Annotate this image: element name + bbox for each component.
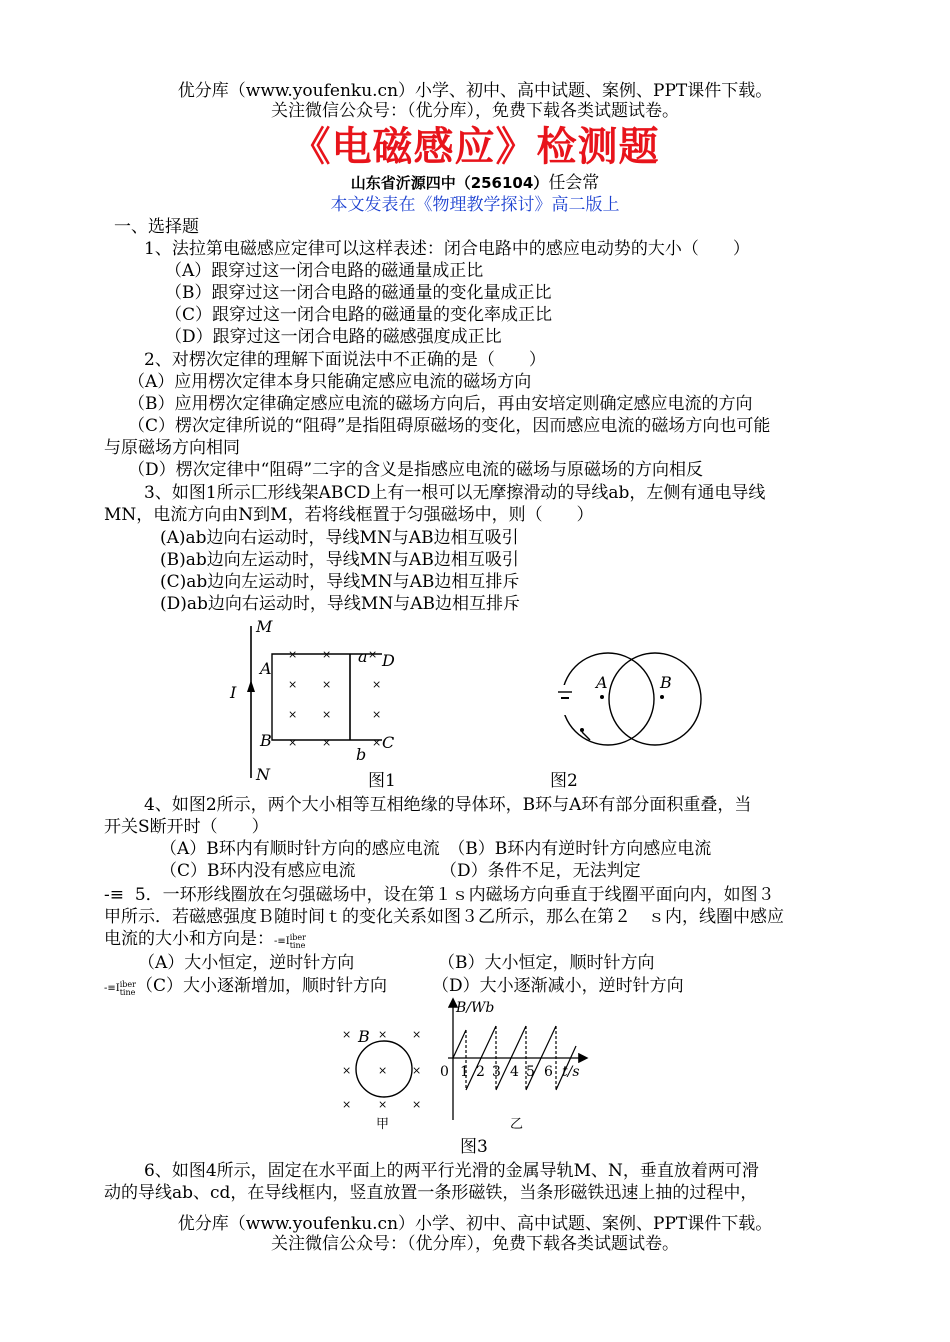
fig2-label-b: B [660, 673, 672, 692]
q5-garbled-mark [274, 932, 306, 950]
fig1-field-cross: × [322, 708, 332, 721]
q5-option-b: （B）大小恒定，顺时针方向 [438, 953, 655, 973]
fig1-field-cross: × [288, 736, 298, 749]
q5-garble-main: -≡I [274, 936, 290, 947]
fig1-label-b-upper: B [260, 731, 272, 750]
fig2-label-a: A [596, 673, 608, 692]
fig3-cross: × [342, 1064, 352, 1077]
header-line-2: 关注微信公众号：（优分库），免费下载各类试题试卷。 [271, 101, 679, 121]
q5-garble-sub: tine [289, 940, 306, 950]
q5-option-c: （C）大小逐渐增加，顺时针方向 [135, 976, 387, 996]
fig3-y-label: B/Wb [456, 1000, 495, 1016]
fig1-frame [272, 654, 382, 740]
fig1-current-arrow [247, 680, 255, 692]
q1-option-c: （C）跟穿过这一闭合电路的磁通量的变化率成正比 [165, 305, 553, 325]
fig3-tick: 2 [476, 1064, 485, 1080]
q2-option-c-line1: （C）楞次定律所说的“阻碍”是指阻碍原磁场的变化，因而感应电流的磁场方向也可能 [128, 416, 771, 436]
footer-line-1: 优分库（www.youfenku.cn）小学、初中、高中试题、案例、PPT课件下载。 [177, 1214, 773, 1234]
fig3-cross: × [412, 1098, 422, 1111]
q2-option-c-line2: 与原磁场方向相同 [104, 438, 240, 458]
author-name: 任会常 [548, 173, 600, 193]
fig1-field-cross: × [288, 678, 298, 691]
fig3-cross: × [412, 1028, 422, 1041]
figure-3-jia [338, 1022, 438, 1134]
q6-stem-line2: 动的导线ab、cd，在导线框内，竖直放置一条形磁铁，当条形磁铁迅速上抽的过程中， [104, 1183, 758, 1203]
fig3-cross: × [378, 1028, 388, 1041]
fig1-label-b: b [356, 745, 367, 764]
q4-option-c: （C）B环内没有感应电流 [160, 861, 356, 881]
fig3-cross: × [378, 1064, 388, 1077]
q2-option-d: （D）楞次定律中“阻碍”二字的含义是指感应电流的磁场与原磁场的方向相反 [128, 460, 704, 480]
fig3-x-label: t/s [562, 1064, 580, 1080]
fig1-label-a-upper: A [260, 659, 272, 678]
figure-2 [552, 650, 712, 750]
q5-garble-stack [290, 934, 306, 950]
author-school: 山东省沂源四中（256104） [350, 174, 549, 192]
fig1-field-cross: × [322, 678, 332, 691]
fig3-segment [453, 1030, 466, 1058]
fig2-caption: 图2 [550, 771, 578, 791]
header-line-1: 优分库（www.youfenku.cn）小学、初中、高中试题、案例、PPT课件下载。 [177, 81, 773, 101]
fig3-label-yi: 乙 [510, 1117, 524, 1132]
q1-stem: 1、法拉第电磁感应定律可以这样表述：闭合电路中的感应电动势的大小（ ） [144, 239, 750, 259]
q4-stem-line1: 4、如图2所示，两个大小相等互相绝缘的导体环，B环与A环有部分面积重叠，当 [144, 795, 752, 815]
fig1-field-cross: × [368, 648, 378, 661]
fig2-switch-pivot [580, 728, 584, 732]
fig1-label-i: I [230, 683, 237, 702]
q4-options-row1: （A）B环内有顺时针方向的感应电流 （B）B环内有逆时针方向感应电流 [160, 839, 712, 859]
q5-stem-text-3: 电流的大小和方向是： [104, 929, 274, 949]
fig3-tick: 1 [460, 1064, 469, 1080]
q2-option-a: （A）应用楞次定律本身只能确定感应电流的磁场方向 [128, 372, 532, 392]
fig1-field-cross: × [372, 708, 382, 721]
q4-option-d: （D）条件不足，无法判定 [440, 861, 641, 881]
fig1-label-c: C [382, 733, 395, 752]
fig3-caption: 图3 [460, 1137, 488, 1157]
fig3-tick: 6 [544, 1064, 553, 1080]
q1-option-b: （B）跟穿过这一闭合电路的磁通量的变化量成正比 [165, 283, 552, 303]
fig1-field-cross: × [372, 736, 382, 749]
q2-option-b: （B）应用楞次定律确定感应电流的磁场方向后，再由安培定则确定感应电流的方向 [128, 394, 753, 414]
published-note: 本文发表在《物理教学探讨》高二版上 [330, 195, 620, 215]
q5-garble-sup-2: iber [119, 979, 136, 989]
fig3-cross: × [342, 1028, 352, 1041]
q5-option-a: （A）大小恒定，逆时针方向 [138, 953, 355, 973]
q1-option-d: （D）跟穿过这一闭合电路的磁感强度成正比 [165, 327, 502, 347]
q3-stem-line2: MN，电流方向由N到M，若将线框置于匀强磁场中，则（ ） [104, 505, 594, 525]
q5-stem-line3 [104, 928, 306, 953]
figure-1 [222, 618, 422, 790]
fig1-field-cross: × [288, 648, 298, 661]
fig2-ring-a [562, 653, 654, 745]
q3-option-a: (A)ab边向右运动时，导线MN与AB边相互吸引 [160, 528, 519, 548]
fig1-field-cross: × [322, 648, 332, 661]
fig1-label-a: a [358, 647, 368, 666]
q5-garble-sub-2: tine [119, 987, 136, 997]
q4-stem-line2: 开关S断开时（ ） [104, 817, 269, 837]
fig2-ring-b [609, 653, 701, 745]
q1-option-a: （A）跟穿过这一闭合电路的磁通量成正比 [165, 261, 484, 281]
q5-garble-main-2: -≡I [104, 983, 120, 994]
fig2-center-b [660, 695, 664, 699]
q3-option-c: (C)ab边向左运动时，导线MN与AB边相互排斥 [160, 572, 520, 592]
fig2-gap [558, 685, 570, 715]
fig1-caption: 图1 [368, 771, 396, 791]
section-heading: 一、选择题 [114, 217, 199, 237]
fig3-tick: 0 [440, 1064, 449, 1080]
q6-stem-line1: 6、如图4所示，固定在水平面上的两平行光滑的金属导轨M、N，垂直放着两可滑 [144, 1161, 759, 1181]
fig1-field-cross: × [322, 736, 332, 749]
q3-option-b: (B)ab边向左运动时，导线MN与AB边相互吸引 [160, 550, 519, 570]
fig3-label-b: B [358, 1027, 370, 1046]
fig1-field-cross: × [288, 708, 298, 721]
q5-option-d: （D）大小逐渐减小，逆时针方向 [432, 976, 684, 996]
q5-stem-text-1: 5．一环形线圈放在匀强磁场中，设在第１ｓ内磁场方向垂直于线圈平面向内，如图３ [134, 885, 775, 905]
fig2-center-a [600, 695, 604, 699]
q5-stem-line2: 甲所示．若磁感强度Ｂ随时间ｔ的变化关系如图３乙所示，那么在第２ ｓ内，线圈中感应 [104, 907, 784, 927]
q5-garbled-mark-2 [104, 979, 136, 997]
q5-stem-line1 [104, 884, 775, 906]
fig1-label-d: D [382, 651, 395, 670]
fig3-cross: × [378, 1098, 388, 1111]
fig3-cross: × [412, 1064, 422, 1077]
figure-3-yi [438, 996, 598, 1132]
q5-garble-sup: iber [289, 932, 306, 942]
q5-options-row2 [104, 975, 387, 1000]
fig1-field-cross: × [372, 678, 382, 691]
q3-stem-line1: 3、如图1所示匚形线架ABCD上有一根可以无摩擦滑动的导线ab，左侧有通电导线 [144, 483, 766, 503]
q2-stem: 2、对楞次定律的理解下面说法中不正确的是（ ） [144, 350, 546, 370]
q3-option-d: (D)ab边向右运动时，导线MN与AB边相互排斥 [160, 594, 520, 614]
fig3-tick: 5 [526, 1064, 535, 1080]
page-title: 《电磁感应》检测题 [290, 124, 660, 170]
footer-line-2: 关注微信公众号：（优分库），免费下载各类试题试卷。 [271, 1234, 679, 1254]
author-line [0, 172, 950, 194]
fig3-label-jia: 甲 [376, 1117, 390, 1132]
fig1-label-m: M [256, 618, 273, 636]
q5-garble-stack-2 [120, 981, 136, 997]
fig3-tick: 3 [492, 1064, 501, 1080]
fig1-label-n: N [256, 765, 270, 784]
fig3-cross: × [342, 1098, 352, 1111]
fig3-tick: 4 [510, 1064, 519, 1080]
q5-prefix: -≡ [104, 885, 124, 905]
